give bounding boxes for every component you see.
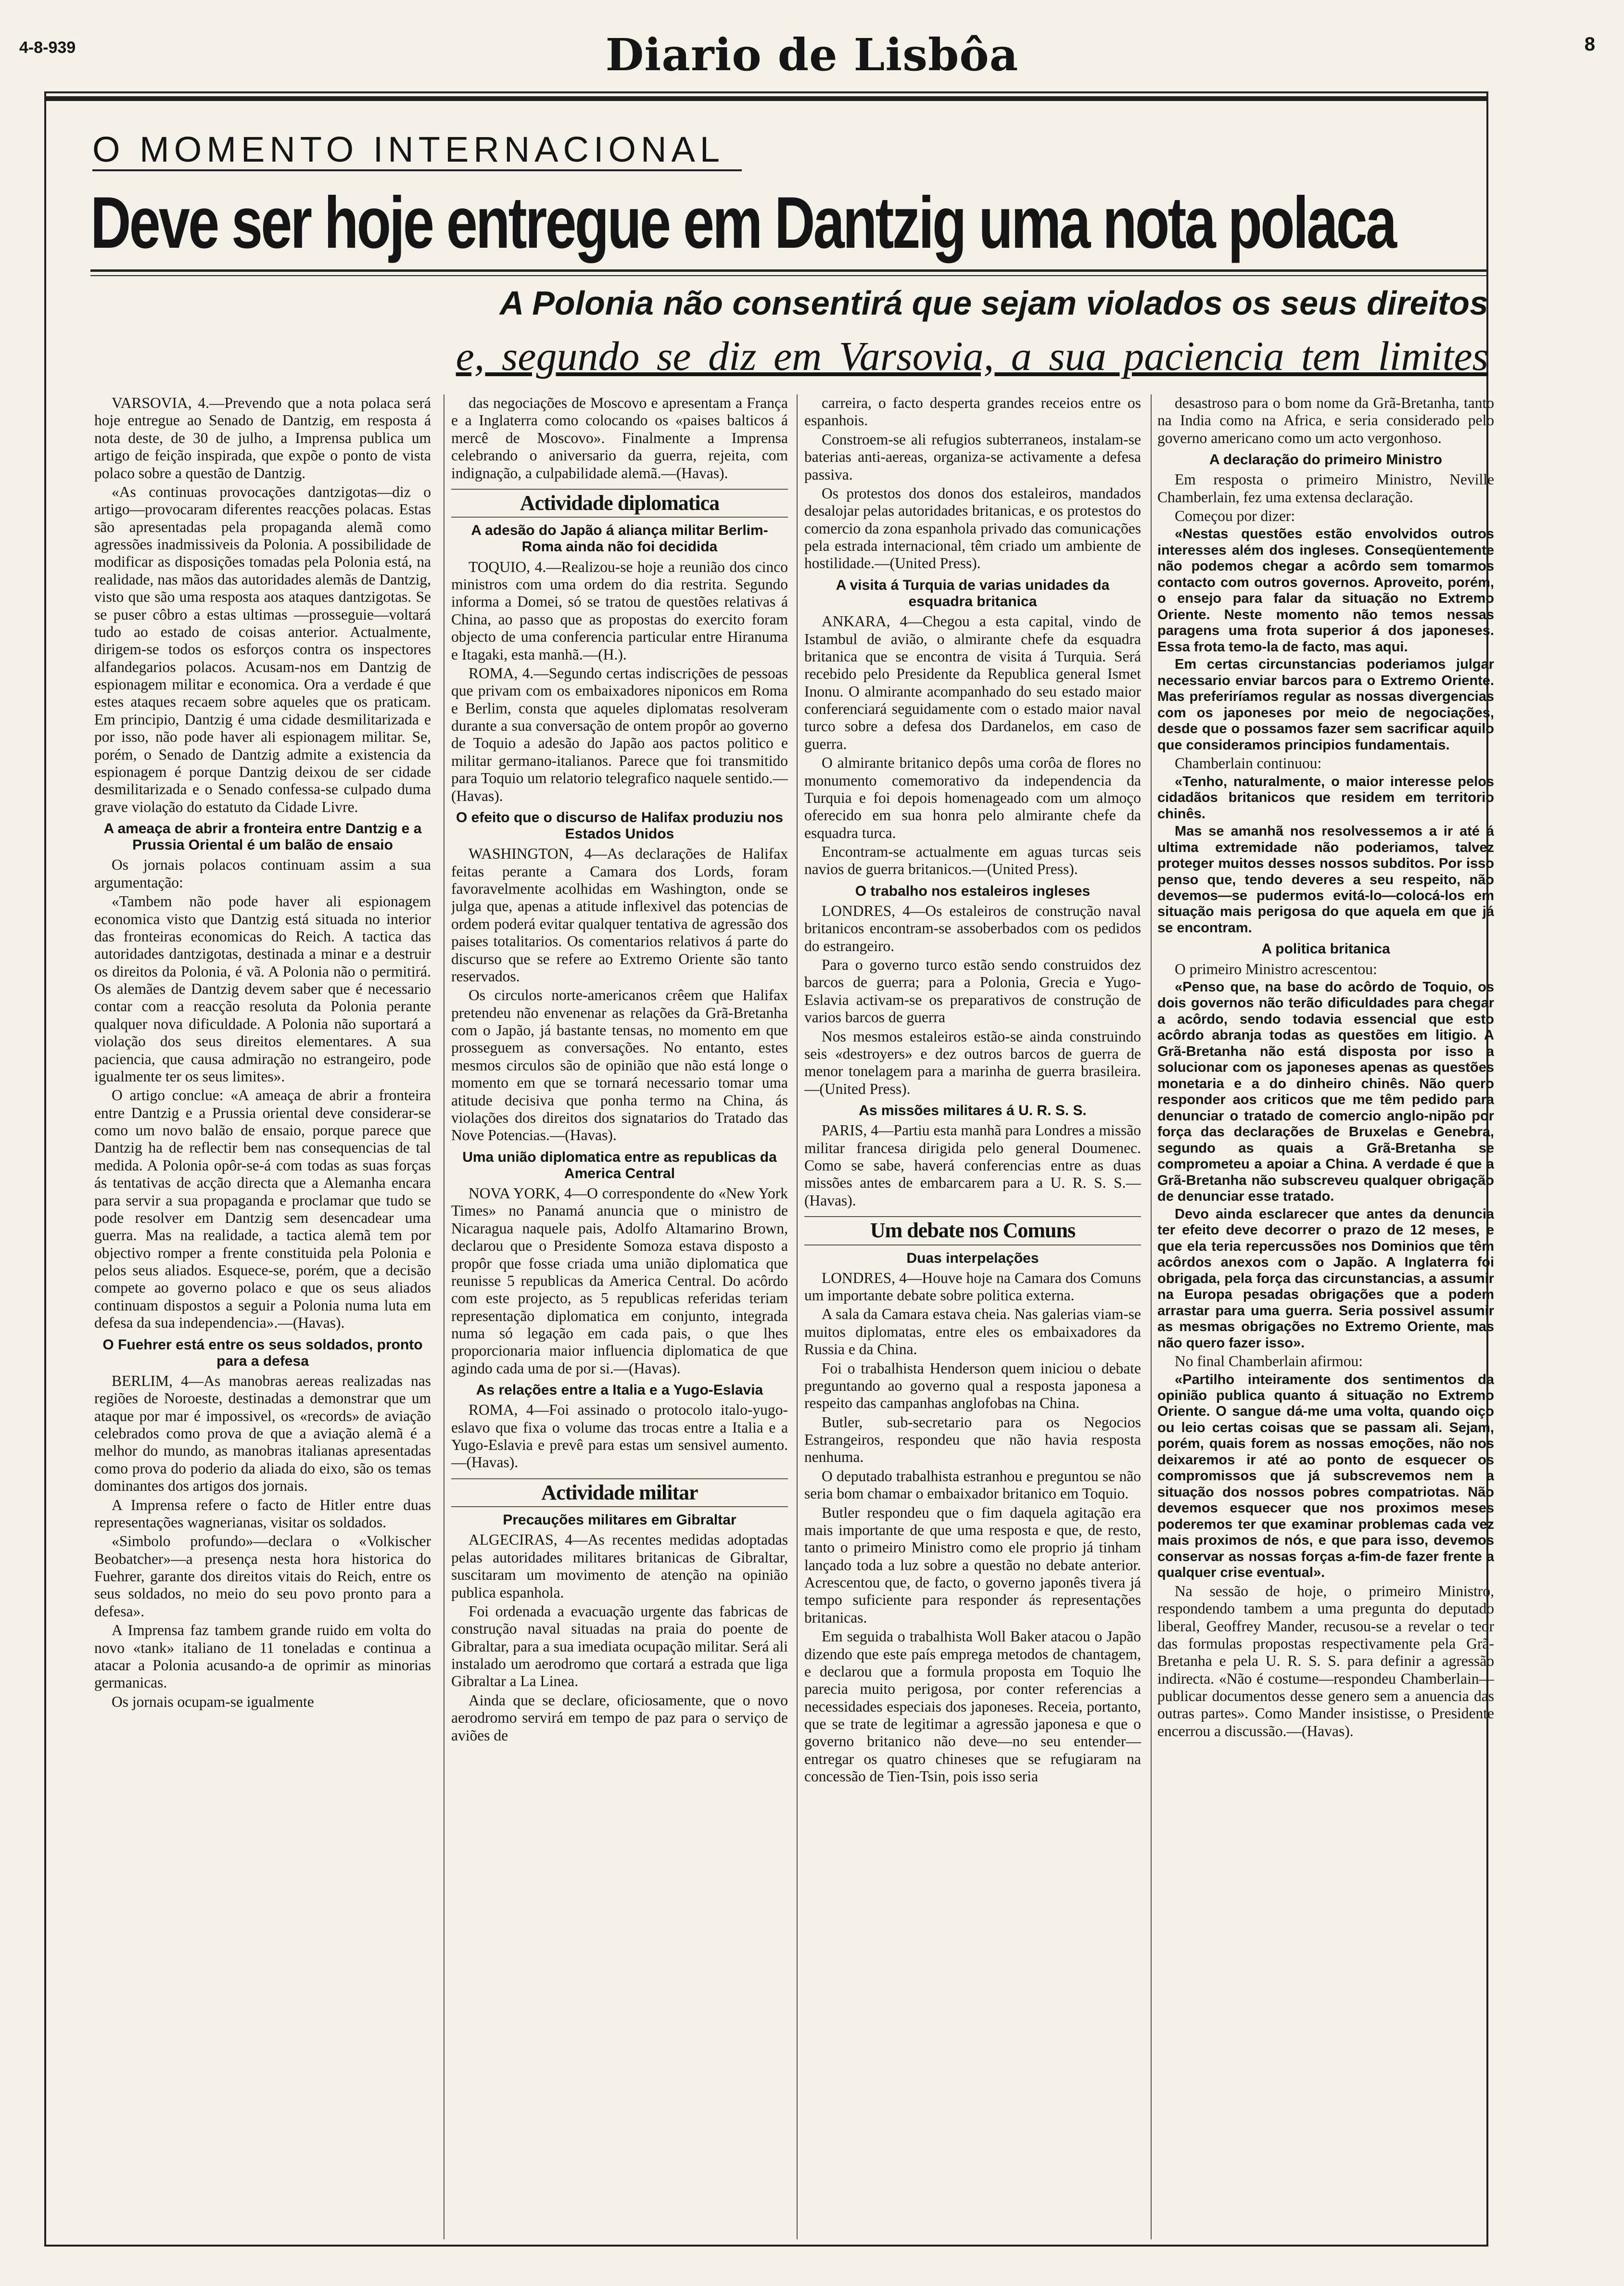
section-underline xyxy=(92,169,742,171)
subheading: As missões militares á U. R. S. S. xyxy=(859,1103,1087,1119)
article-paragraph: Nos mesmos estaleiros estão-se ainda construindo seis «destroyers» e dez outros barcos de guerra de menor tonelagem para a marinha de guerra brasileira.—(United Press). xyxy=(804,1028,1141,1097)
article-paragraph: LONDRES, 4—Os estaleiros de construção naval britanicos encontram-se assoberbados com os pedidos do estrangeiro. xyxy=(804,902,1141,954)
subheading: A ameaça de abrir a fronteira entre Dantzig e a Prussia Oriental é um balão de ensaio xyxy=(103,821,422,853)
article-paragraph: O deputado trabalhista estranhou e preguntou se não seria bom chamar o embaixador britanico em Toquio. xyxy=(804,1467,1141,1502)
article-paragraph: Começou por dizer: xyxy=(1175,508,1295,525)
subheading: Uma união diplomatica entre as republicas da America Central xyxy=(462,1149,777,1181)
article-paragraph: desastroso para o bom nome da Grã-Bretanha, tanto na India como na Africa, e seria considerado pelo governo americano como um acto vergonhoso. xyxy=(1157,394,1494,446)
article-paragraph: Constroem-se ali refugios subterraneos, instalam-se baterias anti-aereas, organiza-se activamente a defesa passiva. xyxy=(804,431,1141,483)
subheading: Duas interpelações xyxy=(906,1250,1039,1266)
article-paragraph: Para o governo turco estão sendo construidos dez barcos de guerra; para a Polonia, Grecia e Yugo-Eslavia activam-se os preparativos de construção de varios barcos de guerra xyxy=(804,956,1141,1026)
article-paragraph: «Tenho, naturalmente, o maior interesse pelos cidadãos britanicos que residem em territorio chinês. xyxy=(1157,774,1494,822)
subheadline-italic-text: e, segundo se diz em Varsovia, a sua paciencia tem limites xyxy=(456,333,1488,379)
article-paragraph: A Imprensa refere o facto de Hitler entre duas representações wagnerianas, visitar os soldados. xyxy=(94,1496,431,1531)
article-paragraph: «Nestas questões estão envolvidos outros interesses além dos ingleses. Conseqüentemente não podemos chegar a acôrdo sem tomarmos contacto com outros governos. Aproveito, porém, o ensejo para falar da situação no Extremo Oriente. Neste momento não temos nessas paragens uma frota superior á dos japoneses. Essa frota temo-la de facto, mas aqui. xyxy=(1157,526,1494,655)
article-paragraph: Mas se amanhã nos resolvessemos a ir até á ultima extremidade não poderiamos, talvez proteger muitos desses nossos subditos. Por isso penso que, tendo deveres a seu respeito, não devemos—se pudermos evitá-lo—colocá-los em situação mais perigosa do que aquela em que já se encontram. xyxy=(1157,824,1494,936)
article-paragraph: Devo ainda esclarecer que antes da denuncia ter efeito deve decorrer o prazo de 12 meses, e que ela teria repercussões nos Dominios que têm acôrdos anexos com o Japão. A Inglaterra foi obrigada, pela força das circunstancias, a assumir na Europa pesadas obrigações que a podem arrastar para uma guerra. Seria possivel assumir as mesmas obrigações no Extremo Oriente, mas não quero fazer isso». xyxy=(1157,1206,1494,1351)
article-paragraph: VARSOVIA, 4.—Prevendo que a nota polaca será hoje entregue ao Senado de Dantzig, em resposta á nota deste, de 30 de julho, a Imprensa publica um artigo de feição inspirada, que expõe o ponto de vista polaco sobre a questão de Dantzig. xyxy=(94,394,431,482)
subheading: A politica britanica xyxy=(1261,941,1390,957)
article-paragraph: Foi o trabalhista Henderson quem iniciou o debate preguntando ao governo qual a resposta japonesa a respeito das campanhas anglofobas na China. xyxy=(804,1359,1141,1412)
page-number: 8 xyxy=(1584,34,1595,55)
article-paragraph: WASHINGTON, 4—As declarações de Halifax feitas perante a Camara dos Lords, foram favoravelmente acolhidas em Washington, onde se julga que, apenas a atitude inflexivel das potencias de ordem poderá evitar qualquer tentativa de agressão dos paises totalitarios. Os comentarios relativos á parte do discurso que se refere ao Extremo Oriente são tanto reservados. xyxy=(451,845,788,985)
article-paragraph: carreira, o facto desperta grandes receios entre os espanhois. xyxy=(804,394,1141,429)
article-paragraph: O almirante britanico depôs uma corôa de flores no monumento comemorativo da independencia da Turquia e foi depois homenageado com um almoço oferecido em sua honra pelo almirante chefe da esquadra turca. xyxy=(804,754,1141,841)
article-paragraph: Em seguida o trabalhista Woll Baker atacou o Japão dizendo que este país emprega metodos de chantagem, e declarou que a formula proposta em Toquio lhe parecia muito perigosa, por conter referencias a necessidades especiais dos japoneses. Receia, portanto, que se trate de legitimar a agressão japonesa e que o governo britanico não deve—no seu entender—entregar os quatro chineses que se refugiaram na concessão de Tien-Tsin, pois isso seria xyxy=(804,1628,1141,1785)
subheading: As relações entre a Italia e a Yugo-Eslavia xyxy=(476,1382,763,1398)
subheading: A declaração do primeiro Ministro xyxy=(1209,452,1442,468)
article-paragraph: Os protestos dos donos dos estaleiros, mandados desalojar pelas autoridades britanicas, e os protestos do comercio da zona espanhola privado das comunicações pela estrada internacional, têm criado um ambiente de hostilidade.—(United Press). xyxy=(804,484,1141,572)
article-paragraph: Os circulos norte-americanos crêem que Halifax pretendeu não envenenar as relações da Grã-Bretanha com o Japão, já bastante tensas, no momento em que prosseguem as conversações. No entanto, estes mesmos circulos são de opinião que não está longe o momento em que se tornará necessario tomar uma atitude decisiva que ponha termo na China, ás violações dos direitos dos signatarios do Tratado das Nove Potencias.—(Havas). xyxy=(451,987,788,1144)
article-paragraph: Butler respondeu que o fim daquela agitação era mais importante de que uma resposta e que, de resto, tanto o primeiro Ministro como ele proprio já tinham lançado toda a luz sobre a questão no debate anterior. Acrescentou que, de facto, o governo japonês tivera já tempo suficiente para responder ás representações britanicas. xyxy=(804,1504,1141,1626)
subheading: O Fuehrer está entre os seus soldados, pronto para a defesa xyxy=(102,1336,423,1369)
article-paragraph: Foi ordenada a evacuação urgente das fabricas de construção naval situadas na praia do poente de Gibraltar, para a sua imediata ocupação militar. Será ali instalado um aerodromo que cortará a estrada que liga Gibraltar a La Linea. xyxy=(451,1602,788,1690)
article-paragraph: Na sessão de hoje, o primeiro Ministro, respondendo tambem a uma preguntа do deputado liberal, Geoffrey Mander, recusou-se a revelar o teor das formulas propostas respectivamente pela Grã-Bretanha e pela U. R. S. S. para definir a agressão indirecta. «Não é costume—respondeu Chamberlain—publicar documentos desse genero sem a anuencia das outras partes». Como Mander insistisse, o Presidente encerrou a discussão.—(Havas). xyxy=(1157,1582,1494,1740)
subheading: O trabalho nos estaleiros ingleses xyxy=(855,883,1091,899)
article-paragraph: «Partilho inteiramente dos sentimentos da opinião publica quanto á situação no Extremo Oriente. O sangue dá-me uma volta, quando oiço ou leio certas coisas que se passam ali. Sejam, porém, quais forem as nossas emoções, não nos deixaremos ir até ao ponto de esquecer os compromissos que já subscrevemos nem a situação dos nossos pobres compatriotas. Não devemos esquecer que nos proximos meses poderemos ter que examinar problemas cada vez mais proximos de nós, e que para isso, devemos conservar as nossas forças a-fim-de fazer frente a qualquer crise eventual». xyxy=(1157,1372,1494,1581)
article-paragraph: Butler, sub-secretario para os Negocios Estrangeiros, respondeu que não havia resposta nenhuma. xyxy=(804,1413,1141,1466)
column-divider xyxy=(797,394,798,2239)
newspaper-title: Diario de Lisbôa xyxy=(605,29,1019,81)
article-paragraph: A sala da Camara estava cheia. Nas galerias viam-se muitos diplomatas, entre eles os embaixadores da Russia e da China. xyxy=(804,1306,1141,1358)
article-paragraph: LONDRES, 4—Houve hoje na Camara dos Comuns um importante debate sobre politica externa. xyxy=(804,1269,1141,1304)
headline-rule-thin xyxy=(90,275,1486,276)
article-paragraph: das negociações de Moscovo e apresentam a França e a Inglaterra como colocando os «paises balticos á mercê de Moscovo». Finalmente a Imprensa celebrando o aniversario da guerra, rejeita, com indignação, a culpabilidade alemã.—(Havas). xyxy=(451,394,788,482)
article-paragraph: «As continuas provocações dantzigotas—diz o artigo—provocaram diferentes reacções polacas. Estas são apresentadas pela propaganda alemã como agressões inadmissiveis da Polonia. A possibilidade de modificar as disposições tomadas pela Polonia está, na realidade, nas mãos das autoridades alemãs de Dantzig, visto que são uma resposta aos ataques dantzigotas. Se se puser côbro a estas ultimas —prosseguie—voltará tudo ao estado de coisas anterior. Actualmente, dirigem-se todos os esforços contra os inspectores alfandegarios polacos. Acusam-nos em Dantzig de espionagem militar e economica. Ora a verdade é que estes ataques recaem sobre aqueles que os praticam. Em principio, Dantzig é uma cidade desmilitarizada e por isso, não pode haver ali espionagem militar. Se, porém, o Senado de Dantzig admite a existencia da espionagem é porque Dantzig deixou de ser cidade desmilitarizada e o Senado confessa-se culpado duma grave violação do estatuto da Cidade Livre. xyxy=(94,483,431,815)
article-paragraph: O primeiro Ministro acrescentou: xyxy=(1175,960,1377,978)
main-headline: Deve ser hoje entregue em Dantzig uma nota polaca xyxy=(90,182,1396,264)
masthead xyxy=(19,29,1605,82)
article-paragraph: «Simbolo profundo»—declara o «Volkischer Beobatcher»—a presença nesta hora historica do Fuehrer, garante dos direitos vitais do Reich, entre os seus soldados, no meio do seu povo pronto para a defesa». xyxy=(94,1533,431,1620)
article-paragraph: O artigo conclue: «A ameaça de abrir a fronteira entre Dantzig e a Prussia oriental deve considerar-se como um novo balão de ensaio, porque parece que Dantzig ha de reflectir bem nas consequencias de tal medida. A Polonia opôr-se-á com todas as suas forças ás tentativas de acção directa que a Alemanha encara para servir a sua propaganda e proclamar que tudo se pode resolver em Dantzig sem desencadear uma guerra. Mas na realidade, a tactica alemã tem por objectivo romper a frente constituida pela Polonia e pelos seus aliados. Esquece-se, porém, que a decisão compete ao governo polaco e que os seus aliados continuam dispostos a seguir a Polonia numa luta em defesa da sua independencia».—(Havas). xyxy=(94,1087,431,1332)
issue-date: 4-8-939 xyxy=(19,38,76,57)
article-paragraph: No final Chamberlain afirmou: xyxy=(1175,1353,1363,1370)
article-paragraph: Em certas circunstancias poderiamos julgar necessario enviar barcos para o Extremo Oriente. Mas preferiríamos regular as nossas divergencias com os japoneses por meio de negociações, desde que o possamos fazer sem sacrificar aquilo que consideramos principios fundamentais. xyxy=(1157,657,1494,753)
subheadline: A Polonia não consentirá que sejam violados os seus direitos xyxy=(499,284,1488,322)
article-paragraph: ROMA, 4.—Segundo certas indiscrições de pessoas que privam com os embaixadores niponicos em Roma e Berlim, consta que aqueles diplomatas resolveram durante a sua conversação de ontem propôr ao governo de Toquio a adesão do Japão aos pactos politico e militar germano-italianos. Parece que foi transmitido para Toquio um relatorio telegrafico naquele sentido.—(Havas). xyxy=(451,664,788,804)
article-paragraph: Em resposta o primeiro Ministro, Neville Chamberlain, fez uma extensa declaração. xyxy=(1157,471,1494,506)
article-paragraph: Encontram-se actualmente em aguas turcas seis navios de guerra britanicos.—(United Press). xyxy=(804,843,1141,878)
article-paragraph: NOVA YORK, 4—O correspondente do «New York Times» no Panamá anuncia que o ministro de Nicaragua naquele pais, Adolfo Altamarino Brown, declarou que o Presidente Somoza estava disposto a propôr que fosse criada uma união diplomatica que reunisse 5 republicas da America Central. Do acôrdo com este projecto, as 5 republicas referidas teriam representação diplomatica em conjunto, integrada numa só legação em cada pais, o que lhes proporcionaria maior influencia diplomatica de que agindo cada uma de por si.—(Havas). xyxy=(451,1185,788,1377)
column-divider xyxy=(1151,394,1152,2239)
column-2 xyxy=(451,394,788,2239)
column-3 xyxy=(804,394,1141,2239)
column-1 xyxy=(94,394,431,2239)
article-paragraph: Chamberlain continuou: xyxy=(1175,755,1322,772)
article-paragraph: «Tambem não pode haver ali espionagem economica visto que Dantzig está situada no interior das fronteiras economicas do Reich. A tactica das autoridades dantzigotas, destinada a minar e a destruir os direitos da Polonia, é vã. A Polonia não o permitirá. Os alemães de Dantzig devem saber que é necessario contar com a reacção resoluta da Polonia perante qualquer nova dificuldade. A Polonia não suportará a violação dos seus direitos elementares. A sua paciencia, que causa admiração no estrangeiro, pode igualmente ter os seus limites». xyxy=(94,893,431,1085)
section-heading: Actividade militar xyxy=(451,1478,788,1507)
subheading: Precauções militares em Gibraltar xyxy=(503,1512,736,1528)
article-paragraph: TOQUIO, 4.—Realizou-se hoje a reunião dos cinco ministros com uma ordem do dia restrita. Segundo informa a Domei, só se tratou de questões relativas á China, ao passo que as propostas do exercito foram objecto de uma conferencia particular entre Hiranuma e Itagaki, esta manhã.—(H.). xyxy=(451,558,788,663)
article-paragraph: A Imprensa faz tambem grande ruido em volta do novo «tank» italiano de 11 toneladas e continua a atacar a Polonia acusando-a de oprimir as minorias germanicas. xyxy=(94,1622,431,1691)
section-heading: Um debate nos Comuns xyxy=(804,1216,1141,1245)
article-paragraph: PARIS, 4—Partiu esta manhã para Londres a missão militar francesa dirigida pelo general Doumenec. Como se sabe, haverá conferencias entre as duas missões antes de embarcarem para a U. R. S. S.—(Havas). xyxy=(804,1122,1141,1209)
article-paragraph: ANKARA, 4—Chegou a esta capital, vindo de Istambul de avião, o almirante chefe da esquadra britanica que se encontra de visita á Turquia. Será recebido pelo Presidente da Republica general Ismet Inonu. O almirante acompanhado do seu estado maior conferenciará seguidamente com o estado maior naval turco sobre a defesa dos Dardanelos, em caso de guerra. xyxy=(804,613,1141,752)
article-paragraph: ALGECIRAS, 4—As recentes medidas adoptadas pelas autoridades militares britanicas de Gibraltar, suscitaram um movimento de atenção na opinião publica espanhola. xyxy=(451,1531,788,1601)
column-4 xyxy=(1157,394,1494,2239)
headline-rule xyxy=(90,269,1486,272)
top-rule xyxy=(46,96,1486,101)
article-paragraph: Ainda que se declare, oficiosamente, que o novo aerodromo servirá em tempo de paz para o serviço de aviões de xyxy=(451,1691,788,1744)
article-paragraph: Os jornais polacos continuam assim a sua argumentação: xyxy=(94,856,431,891)
section-title: O MOMENTO INTERNACIONAL xyxy=(92,129,725,169)
article-paragraph: «Penso que, na base do acôrdo de Toquio, os dois governos não terão dificuldades para chegar a acôrdo, sendo todavia essencial que esto acôrdo abranja todas as questões em litigio. A Grã-Bretanha não está disposta por isso a solucionar com os japoneses apenas as questões monetaria e a do dinheiro chinês. Não quero responder aos criticos que me têm pedido para denunciar o tratado de comercio anglo-nipão por força das declarações de Bruxelas e Genebra, segundo as quais a Grã-Bretanha se comprometeu a apoiar a China. A verdade é que a Grã-Bretanha não subscreveu qualquer obrigação de denunciar esse tratado. xyxy=(1157,979,1494,1205)
subheading: A visita á Turquia de varias unidades da esquadra britanica xyxy=(836,577,1110,610)
subheadline-italic xyxy=(456,332,1488,380)
subheading: A adesão do Japão á aliança militar Berlim-Roma ainda não foi decidida xyxy=(471,522,768,555)
section-heading: Actividade diplomatica xyxy=(451,489,788,518)
subheading: O efeito que o discurso de Halifax produziu nos Estados Unidos xyxy=(456,809,784,842)
article-paragraph: ROMA, 4—Foi assinado o protocolo italo-yugo-eslavo que fixa o volume das trocas entre a Italia e a Yugo-Eslavia e prevê para estas um sensivel aumento.—(Havas). xyxy=(451,1401,788,1471)
article-paragraph: Os jornais ocupam-se igualmente xyxy=(112,1693,314,1710)
article-paragraph: BERLIM, 4—As manobras aereas realizadas nas regiões de Noroeste, destinadas a demonstrar que um ataque por mar é impossivel, os «records» de aviação celebrados como prova de que a aviação alemã é a melhor do mundo, as manobras italianas apresentadas como prova do poderio da aliada do eixo, são os temas dominantes dos artigos dos jornais. xyxy=(94,1372,431,1495)
